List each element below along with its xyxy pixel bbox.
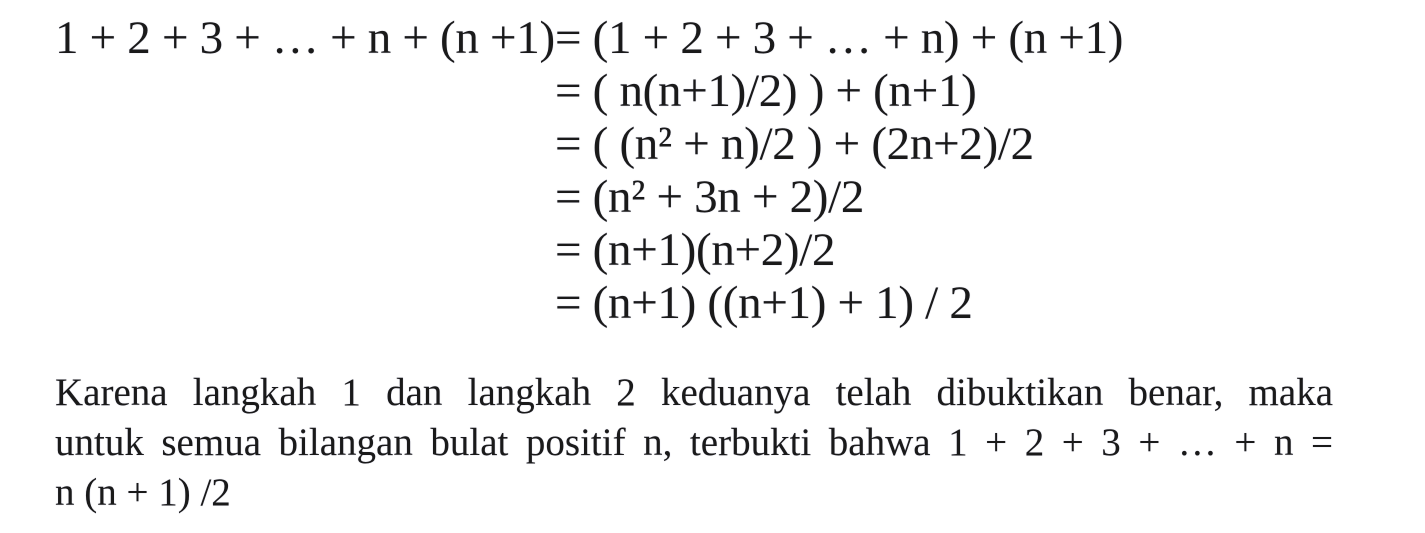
- derivation-step-3: = ( (n² + n)/2 ) + (2n+2)/2: [555, 118, 1034, 170]
- conclusion-line-2: untuk semua bilangan bulat positif n, terbukti bahwa 1 + 2 + 3 + … + n =: [55, 421, 1333, 464]
- conclusion-line-3: n (n + 1) /2: [55, 471, 231, 514]
- derivation-step-1: = (1 + 2 + 3 + … + n) + (n +1): [555, 12, 1124, 64]
- derivation-steps: [555, 12, 1123, 330]
- conclusion-paragraph: [55, 368, 1333, 518]
- induction-derivation: [55, 12, 1425, 330]
- derivation-step-2: = ( n(n+1)/2) ) + (n+1): [555, 65, 977, 117]
- derivation-step-5: = (n+1)(n+2)/2: [555, 224, 836, 276]
- derivation-lhs: 1 + 2 + 3 + … + n + (n +1): [55, 12, 555, 64]
- derivation-step-6: = (n+1) ((n+1) + 1) / 2: [555, 277, 973, 329]
- conclusion-line-1: Karena langkah 1 dan langkah 2 keduanya telah dibuktikan benar, maka: [55, 371, 1333, 414]
- derivation-step-4: = (n² + 3n + 2)/2: [555, 171, 865, 223]
